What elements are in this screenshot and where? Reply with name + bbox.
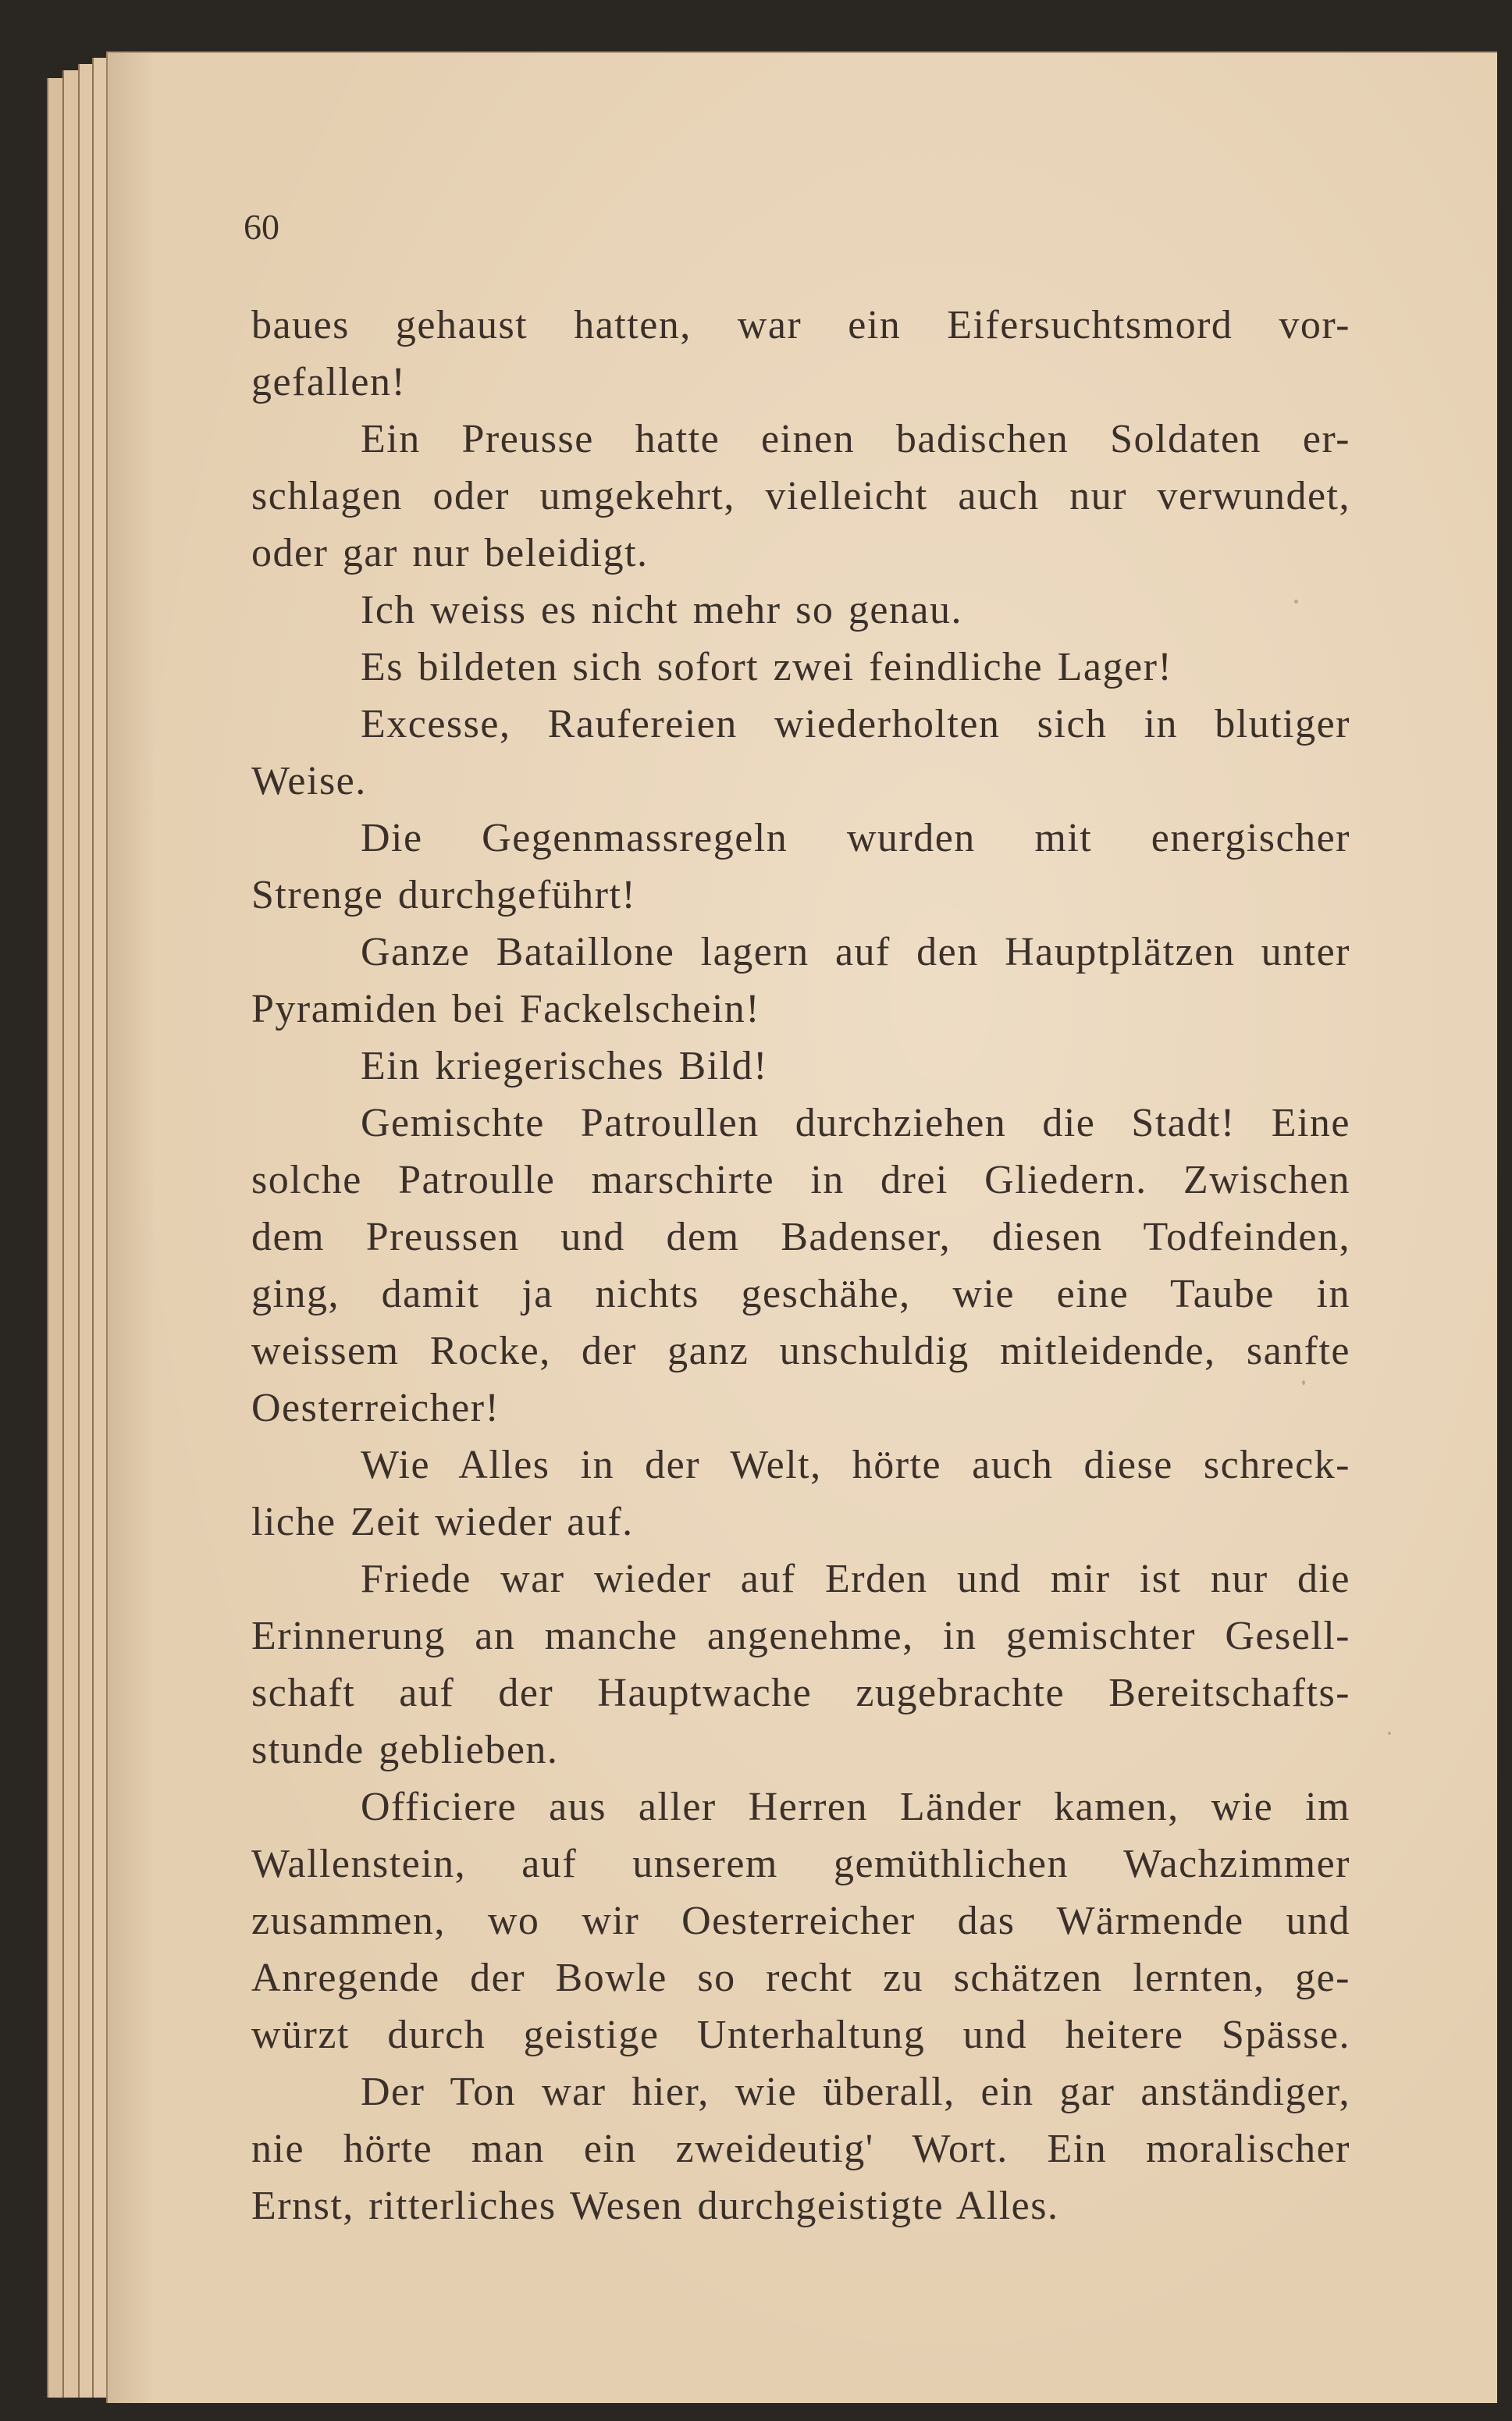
text-line: Ein kriegerisches Bild!: [361, 1044, 768, 1088]
text-line: zusammen, wo wir Oesterreicher das Wärmende und: [251, 1899, 1350, 1943]
text-line: Wallenstein, auf unserem gemüthlichen Wachzimmer: [251, 1842, 1350, 1886]
text-line: Ich weiss es nicht mehr so genau.: [361, 588, 962, 632]
text-line: nie hörte man ein zweideutig' Wort. Ein moralischer: [251, 2127, 1350, 2171]
text-line: Ernst, ritterliches Wesen durchgeistigte Alles.: [251, 2184, 1059, 2228]
text-line: Weise.: [251, 759, 367, 803]
text-line: Es bildeten sich sofort zwei feindliche Lager!: [361, 645, 1173, 689]
text-line: Friede war wieder auf Erden und mir ist nur die: [361, 1557, 1350, 1601]
text-line: dem Preussen und dem Badenser, diesen Todfeinden,: [251, 1215, 1350, 1259]
text-line: liche Zeit wieder auf.: [251, 1500, 634, 1544]
text-line: Gemischte Patroullen durchziehen die Stadt! Eine: [361, 1101, 1350, 1145]
text-line: Oesterreicher!: [251, 1386, 500, 1430]
text-line: oder gar nur beleidigt.: [251, 531, 649, 575]
text-line: würzt durch geistige Unterhaltung und heitere Spässe.: [251, 2013, 1350, 2057]
text-line: Anregende der Bowle so recht zu schätzen lernten, ge-: [251, 1956, 1350, 2000]
text-line: Excesse, Raufereien wiederholten sich in blutiger: [361, 702, 1350, 746]
text-line: Ganze Bataillone lagern auf den Hauptplätzen unter: [361, 930, 1350, 974]
text-line: ging, damit ja nichts geschähe, wie eine Taube in: [251, 1272, 1350, 1316]
text-line: Wie Alles in der Welt, hörte auch diese schreck-: [361, 1443, 1350, 1487]
text-line: weissem Rocke, der ganz unschuldig mitleidende, sanfte: [251, 1329, 1350, 1373]
text-line: schlagen oder umgekehrt, vielleicht auch nur verwundet,: [251, 474, 1350, 518]
page-number: 60: [244, 207, 279, 247]
text-line: Der Ton war hier, wie überall, ein gar anständiger,: [361, 2070, 1350, 2114]
paper-speck: [1388, 1732, 1391, 1735]
text-line: schaft auf der Hauptwache zugebrachte Bereitschafts-: [251, 1671, 1350, 1715]
text-line: gefallen!: [251, 360, 407, 404]
text-line: Erinnerung an manche angenehme, in gemischter Gesell-: [251, 1614, 1350, 1658]
text-line: Strenge durchgeführt!: [251, 873, 637, 917]
text-line: Die Gegenmassregeln wurden mit energischer: [361, 816, 1350, 860]
text-line: Pyramiden bei Fackelschein!: [251, 987, 761, 1031]
body-text: [251, 297, 1350, 2234]
text-line: stunde geblieben.: [251, 1728, 559, 1772]
text-line: solche Patroulle marschirte in drei Gliedern. Zwischen: [251, 1158, 1350, 1202]
text-line: baues gehaust hatten, war ein Eifersuchtsmord vor-: [251, 303, 1350, 347]
text-line: Ein Preusse hatte einen badischen Soldaten er-: [361, 417, 1350, 461]
text-line: Officiere aus aller Herren Länder kamen, wie im: [361, 1785, 1350, 1829]
